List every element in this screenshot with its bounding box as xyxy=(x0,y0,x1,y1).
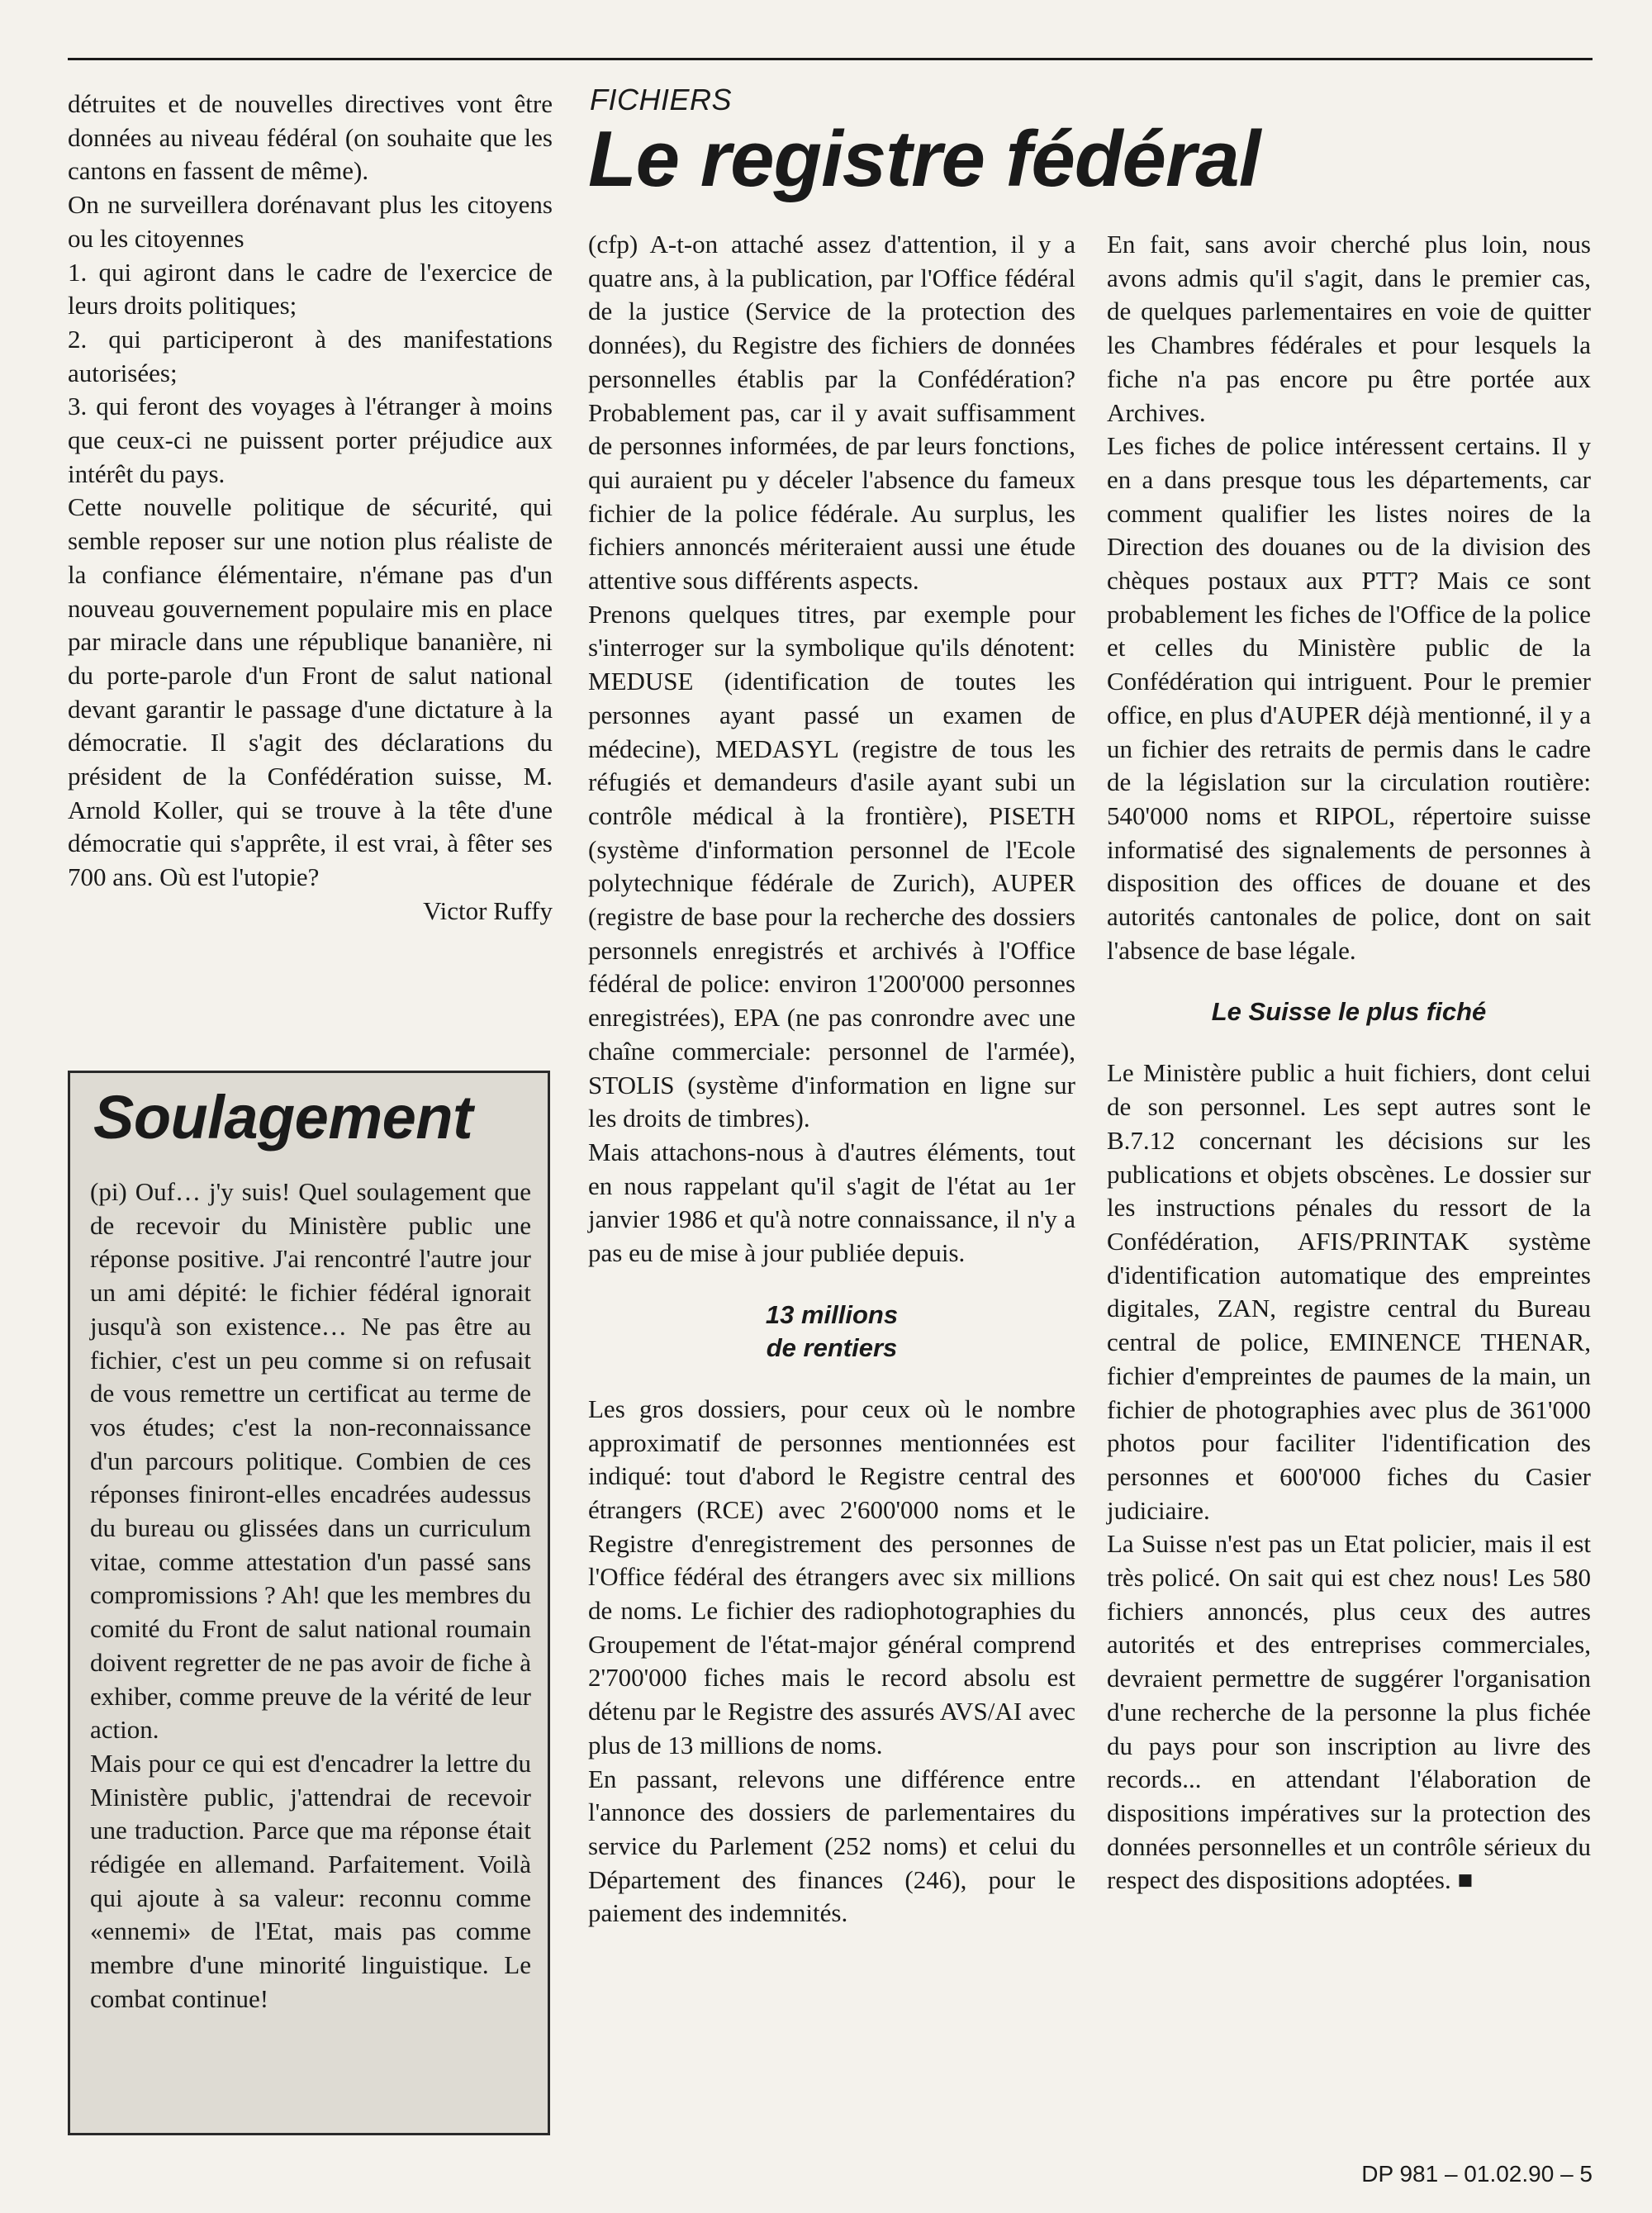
col3-paragraph-3: Le Ministère public a huit fichiers, dont celui de son personnel. Les sept autres sont le B.7.12 concernant les décisions sur les publications et objets obscènes. Le dossier sur les instructions pénales du ressort de la Confédération, AFIS/PRINTAK système d'identification automatique des empreintes digitales, ZAN, registre central du Bureau central de police, EMINENCE THENAR, fichier d'empreintes de paumes de la main, un fichier de photographies avec plus de 361'000 photos pour faciliter l'identification des personnes et 600'000 fiches du Casier judiciaire. xyxy=(1107,1058,1591,1525)
col3-paragraph-4: La Suisse n'est pas un Etat policier, mais il est très policé. On sait qui est chez nous! Les 580 fichiers annoncés, plus ceux des autres autorités et des entreprises commerciales, devraient permettre de suggérer l'organisation d'une recherche de la personne la plus fichée du pays pour son inscription au livre des records... en attendant l'élaboration de dispositions impératives sur la protection des données personnelles et un contrôle sérieux du respect des dispositions adoptées. ■ xyxy=(1107,1529,1591,1895)
column-3 xyxy=(1107,228,1591,1897)
author-signature: Victor Ruffy xyxy=(423,895,553,925)
top-rule xyxy=(68,58,1593,60)
col3-paragraph-1: En fait, sans avoir cherché plus loin, nous avons admis qu'il s'agit, dans le premier cas, de quelques parlementaires en voie de quitter les Chambres fédérales et pour lesquels la fiche n'a pas encore pu être portée aux Archives. xyxy=(1107,230,1591,427)
sidebar-paragraph-1: (pi) Ouf… j'y suis! Quel soulagement que de recevoir du Ministère public une réponse positive. J'ai rencontré l'autre jour un ami dépité: le fichier fédéral ignorait jusqu'à son existence… Ne pas être au fichier, c'est un peu comme si on refusait de vous remettre un certificat au terme de vos études; c'est la non-reconnaissance d'un parcours politique. Combien de ces réponses finiront-elles encadrées audessus du bureau ou glissées dans un curriculum vitae, comme attestation d'un passé sans compromissions ? Ah! que les membres du comité du Front de salut national roumain doivent regretter de ne pas avoir de fiche à exhiber, comme preuve de la vérité de leur action. xyxy=(90,1177,531,1745)
subhead-rentiers-line-2: de rentiers xyxy=(766,1332,898,1362)
col1-list-item-2: 2. qui participeront à des manifestations autorisées; xyxy=(68,324,553,387)
col2-paragraph-1: (cfp) A-t-on attaché assez d'attention, il y a quatre ans, à la publication, par l'Office fédéral de la justice (Service de la protection des données), du Registre des fichiers de données personnelles établis par la Confédération? Probablement pas, car il y avait suffisamment de personnes informées, de par leurs fonctions, qui auraient pu y déceler l'absence du fameux fichier de la police fédérale. Au surplus, les fichiers annoncés mériteraient aussi une étude attentive sous différents aspects. xyxy=(588,230,1075,596)
sidebar-paragraph-2: Mais pour ce qui est d'encadrer la lettre du Ministère public, j'attendrai de recevoir une traduction. Parce que ma réponse était rédigée en allemand. Parfaitement. Voilà qui ajoute à sa valeur: reconnu comme «ennemi» de l'Etat, mais pas comme membre d'une minorité linguistique. Le combat continue! xyxy=(90,1748,531,2013)
subhead-rentiers-line-1: 13 millions xyxy=(765,1299,899,1329)
col2-paragraph-5: En passant, relevons une différence entre l'annonce des dossiers de parlementaires du service du Parlement (252 noms) et celui du Département des finances (246), pour le paiement des indemnités. xyxy=(588,1764,1075,1928)
sidebar-title: Soulagement xyxy=(93,1083,473,1152)
subhead-plus-fiche: Le Suisse le plus fiché xyxy=(1211,997,1487,1027)
col3-paragraph-2: Les fiches de police intéressent certains. Il y en a dans presque tous les départements, car comment qualifier les listes noires de la Direction des douanes ou de la division des chèques postaux aux PTT? Mais ce sont probablement les fiches de l'Office de la police et celles du Ministère public de la Confédération qui intriguent. Pour le premier office, en plus d'AUPER déjà mentionné, il y a un fichier des retraits de permis dans le cadre de la législation sur la circulation routière: 540'000 noms et RIPOL, répertoire suisse informatisé des signalements de personnes à disposition des offices de douane et des autorités cantonales de police, dont on sait l'absence de base légale. xyxy=(1107,431,1591,965)
col2-paragraph-4: Les gros dossiers, pour ceux où le nombre approximatif de personnes mentionnées est indiqué: tout d'abord le Registre central des étrangers (RCE) avec 2'600'000 noms et le Registre d'enregistrement des personnes de l'Office fédéral des étrangers avec six millions de noms. Le fichier des radiophotographies du Groupement de l'état-major général comprend 2'700'000 fiches mais le record absolu est détenu par le Registre des assurés AVS/AI avec plus de 13 millions de noms. xyxy=(588,1394,1075,1759)
col1-paragraph-2: On ne surveillera dorénavant plus les citoyens ou les citoyennes xyxy=(68,190,553,253)
col2-paragraph-3: Mais attachons-nous à d'autres éléments, tout en nous rappelant qu'il s'agit de l'état au 1er janvier 1986 et qu'à notre connaissance, il n'y a pas eu de mise à jour publiée depuis. xyxy=(588,1137,1075,1268)
subhead-rentiers xyxy=(588,1299,1075,1365)
col1-paragraph-3: Cette nouvelle politique de sécurité, qui semble reposer sur une notion plus réaliste de la confiance élémentaire, n'émane pas d'un nouveau gouvernement populaire mis en place par miracle dans une république bananière, ni du porte-parole d'un Front de salut national devant garantir le passage d'une dictature à la démocratie. Il s'agit des déclarations du président de la Confédération suisse, M. Arnold Koller, qui se trouve à la tête d'une démocratie qui s'apprête, il est vrai, à fêter ses 700 ans. Où est l'utopie? xyxy=(68,492,553,892)
col1-paragraph-1: détruites et de nouvelles directives vont être données au niveau fédéral (on souhaite que les cantons en fassent de même). xyxy=(68,89,553,186)
sidebar-box xyxy=(68,1071,550,2135)
col1-list-item-3: 3. qui feront des voyages à l'étranger à moins que ceux-ci ne puissent porter préjudice aux intérêt du pays. xyxy=(68,392,553,488)
column-1 xyxy=(68,88,553,928)
section-label: FICHIERS xyxy=(590,83,733,116)
page-footer: DP 981 – 01.02.90 – 5 xyxy=(1361,2161,1593,2187)
column-2 xyxy=(588,228,1075,1930)
col1-list-item-1: 1. qui agiront dans le cadre de l'exercice de leurs droits politiques; xyxy=(68,257,553,321)
article-headline: Le registre fédéral xyxy=(588,115,1260,203)
col2-paragraph-2: Prenons quelques titres, par exemple pour s'interroger sur la symbolique qu'ils dénotent: MEDUSE (identification de toutes les personnes ayant passé un examen de médecine), MEDASYL (registre de tous les réfugiés et demandeurs d'asile ayant subi un contrôle médical à la frontière), PISETH (système d'information personnel de l'Ecole polytechnique fédérale de Zurich), AUPER (registre de base pour la recherche des dossiers personnels enregistrés et archivés à l'Office fédéral de police: environ 1'200'000 personnes enregistrées), EPA (ne pas conrondre avec une chaîne commerciale: personnel de l'armée), STOLIS (système d'information en ligne sur les droits de timbres). xyxy=(588,599,1075,1133)
sidebar-body xyxy=(90,1175,531,2016)
